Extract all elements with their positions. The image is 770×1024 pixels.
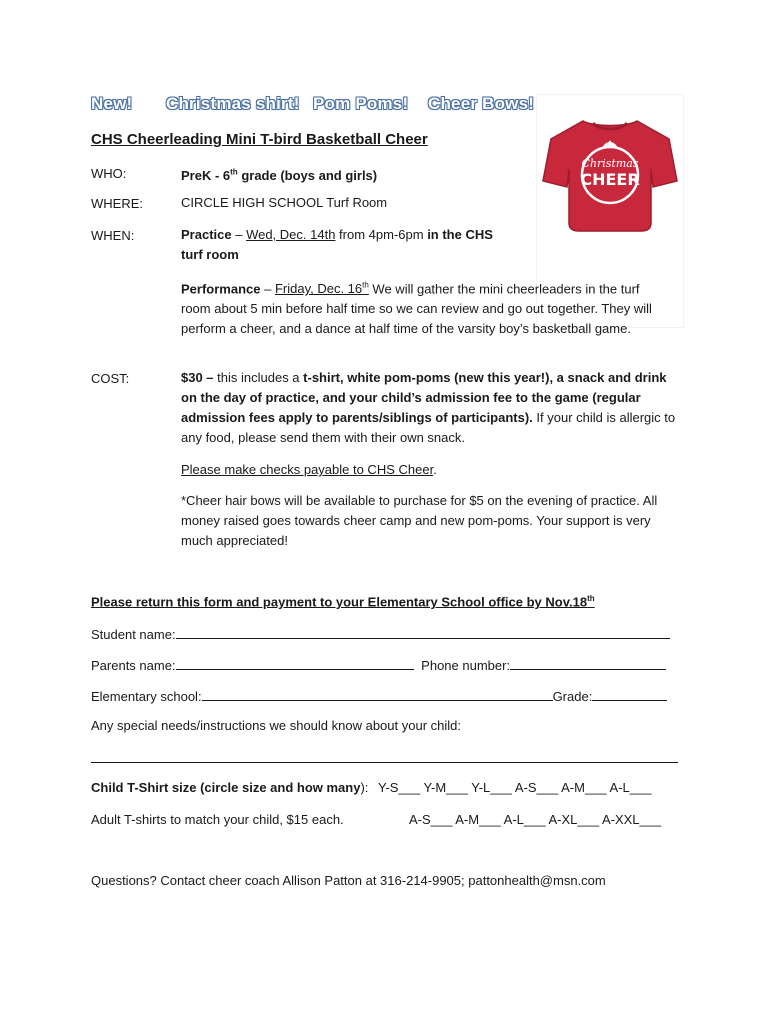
header-cheer-bows: Cheer Bows! bbox=[428, 94, 535, 113]
cost-details: $30 – this includes a t-shirt, white pom-poms (new this year!), a snack and drink on the day of practice, and your child’s admission fee to the game (regular admission fees apply to parents/siblings of participants). If your child is allergic to any food, please send them with their own snack. bbox=[181, 370, 676, 445]
child-shirt-sizes[interactable]: Y-S___ Y-M___ Y-L___ A-S___ A-M___ A-L___ bbox=[378, 780, 652, 795]
where-label: WHERE: bbox=[91, 196, 143, 211]
adult-shirt-sizes[interactable]: A-S___ A-M___ A-L___ A-XL___ A-XXL___ bbox=[409, 812, 662, 827]
when-label: WHEN: bbox=[91, 228, 135, 243]
school-line[interactable] bbox=[202, 688, 553, 701]
grade-line[interactable] bbox=[592, 688, 667, 701]
phone-label: Phone number: bbox=[421, 658, 511, 673]
header-pom-poms: Pom Poms! bbox=[313, 94, 409, 113]
parents-name-line[interactable] bbox=[176, 657, 414, 670]
contact-info: Questions? Contact cheer coach Allison Patton at 316-214-9905; pattonhealth@msn.com bbox=[91, 873, 606, 888]
cost-label: COST: bbox=[91, 371, 130, 386]
phone-line[interactable] bbox=[510, 657, 666, 670]
child-shirt-row: Child T-Shirt size (circle size and how many): Y-S___ Y-M___ Y-L___ A-S___ A-M___ A-L___ bbox=[91, 780, 652, 795]
form-heading: Please return this form and payment to your Elementary School office by Nov.18th bbox=[91, 594, 595, 610]
shirt-christmas-text: Christmas bbox=[581, 157, 639, 170]
where-value: CIRCLE HIGH SCHOOL Turf Room bbox=[181, 195, 388, 210]
student-name-field[interactable] bbox=[91, 626, 681, 642]
grade-label: Grade: bbox=[552, 689, 593, 704]
when-performance: Performance – Friday, Dec. 16th We will gather the mini cheerleaders in the turf room about 5 min before half time so we can review and go out together. They will perform a cheer, and a dance at half time of the varsity boy’s basketball game. bbox=[181, 281, 652, 337]
header-christmas-shirt: Christmas shirt! bbox=[166, 94, 300, 113]
header-new: New! bbox=[91, 94, 133, 113]
parents-name-label: Parents name: bbox=[91, 658, 176, 673]
school-row bbox=[91, 688, 681, 704]
school-label: Elementary school: bbox=[91, 689, 202, 704]
adult-shirt-label: Adult T-shirts to match your child, $15 each. bbox=[91, 812, 344, 827]
student-name-line[interactable] bbox=[176, 626, 670, 639]
who-label: WHO: bbox=[91, 166, 127, 181]
shirt-cheer-text: CHEER bbox=[580, 170, 640, 189]
page-title: CHS Cheerleading Mini T-bird Basketball Cheer bbox=[91, 131, 428, 148]
when-practice: Practice – Wed, Dec. 14th from 4pm-6pm in the CHS turf room bbox=[181, 227, 493, 262]
special-needs-line[interactable] bbox=[91, 762, 678, 763]
special-needs-label: Any special needs/instructions we should know about your child: bbox=[91, 718, 461, 733]
who-value: PreK - 6th grade (boys and girls) bbox=[181, 168, 378, 184]
parents-row bbox=[91, 657, 681, 673]
checks-payable: Please make checks payable to CHS Cheer. bbox=[181, 462, 437, 477]
student-name-label: Student name: bbox=[91, 627, 176, 642]
adult-shirt-row bbox=[91, 812, 681, 827]
child-shirt-label: Child T-Shirt size (circle size and how many bbox=[91, 780, 361, 795]
bows-note: *Cheer hair bows will be available to purchase for $5 on the evening of practice. All money raised goes towards cheer camp and new pom-poms. Your support is very much appreciated! bbox=[181, 493, 658, 548]
